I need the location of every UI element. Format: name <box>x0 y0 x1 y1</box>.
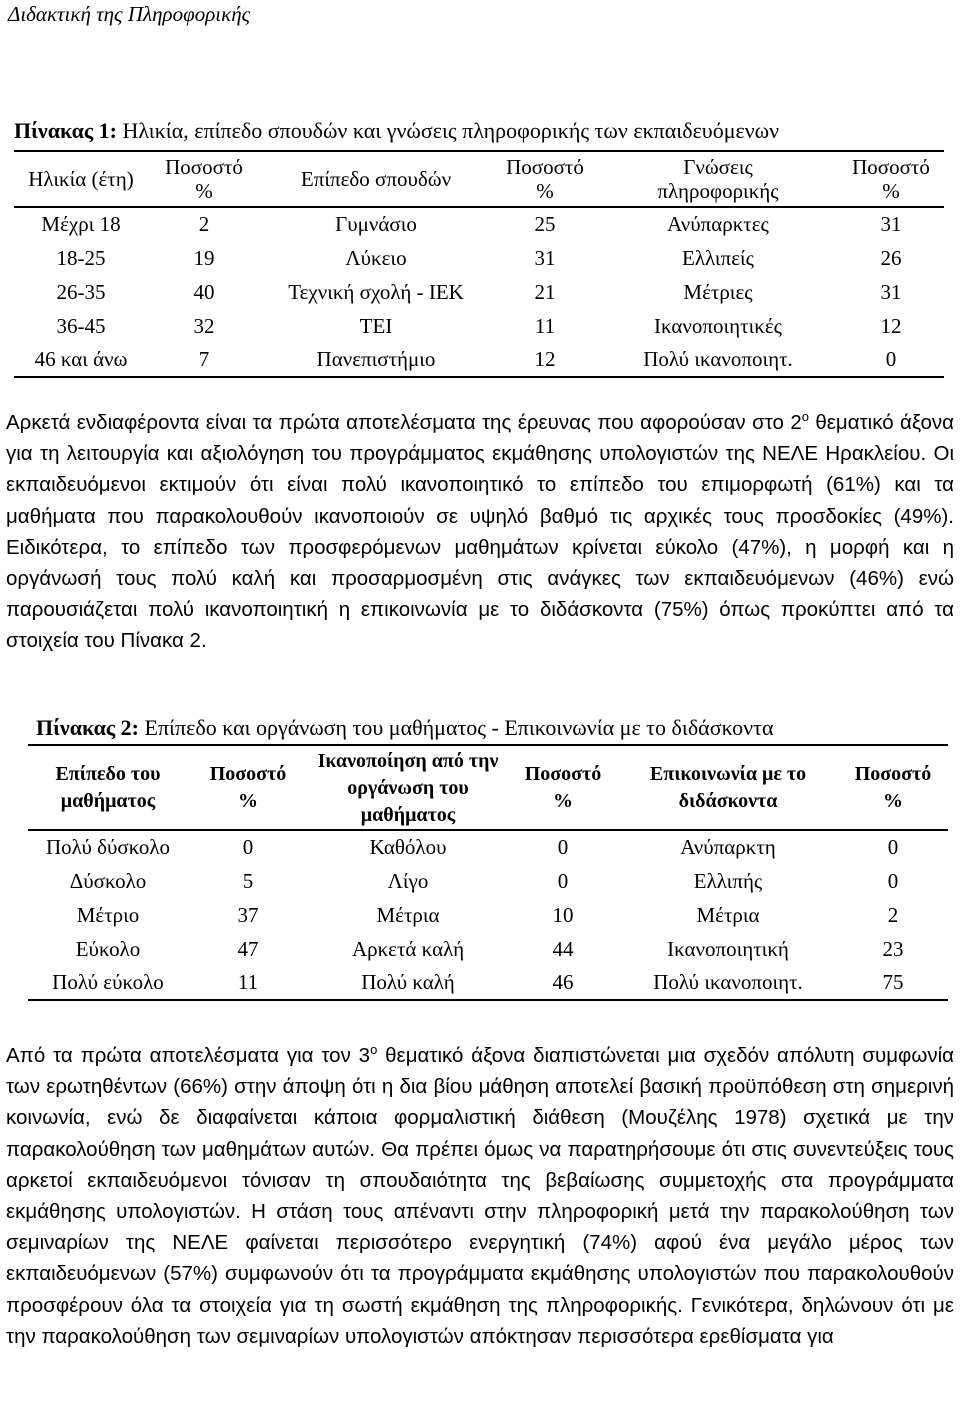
running-title: Διδακτική της Πληροφορικής <box>8 2 251 26</box>
table-cell: 0 <box>557 868 569 893</box>
table-cell: 46 και άνω <box>34 347 128 371</box>
table1-caption <box>14 118 779 144</box>
table-cell: 11 <box>534 313 556 338</box>
paragraph1-text-a: Αρκετά ενδιαφέροντα είναι τα πρώτα αποτελέσματα της έρευνας που αφορούσαν στο 2 <box>6 411 802 434</box>
table-row <box>28 864 948 898</box>
table-cell: 0 <box>242 835 254 859</box>
table-row <box>28 830 948 864</box>
paragraph2-text-b: θεματικό άξονα διαπιστώνεται μια σχεδόν απόλυτη συμφωνία των ερωτηθέντων (66%) στην άποψη ότι η δια βίου μάθηση αποτελεί βασική προϋπόθεση στη σημερινή κοινωνία, ενώ δε διαφαίνεται κάποια φορμαλιστική διάθεση (Μουζέλης 1978) σχετικά με την παρακολούθηση των μαθημάτων αυτών. Θα πρέπει όμως να παρατηρήσουμε ότι στις συνεντεύξεις τους αρκετοί εκπαιδευόμενοι τόνισαν τη σπουδαιότητα της βεβαίωσης συμμετοχής στα προγράμματα εκμάθησης υπολογιστών. Η στάση τους απέναντι στην πληροφορική μετά την παρακολούθηση των σεμιναρίων της ΝΕΛΕ φαίνεται περισσότερο ενεργητική (74%) αφού ένα μεγάλο μέρος των εκπαιδευόμενων (57%) συμφωνούν ότι τα προγράμματα εκμάθησης υπολογιστών που παρακολουθούν προσφέρουν όλα τα στοιχεία για τη σωστή εκμάθηση της πληροφορικής. Γενικότερα, δηλώνουν ότι με την παρακολούθηση των σεμιναρίων υπολογιστών απόκτησαν περισσότερα ερεθίσματα για <box>6 1044 954 1348</box>
table-row <box>14 241 944 275</box>
table2-caption-label: Πίνακας 2: <box>36 715 140 740</box>
paragraph1-text-b: θεματικό άξονα για τη λειτουργία και αξιολόγηση του προγράμματος εκμάθησης υπολογιστών της ΝΕΛΕ Ηρακλείου. Οι εκπαιδευόμενοι εκτιμούν ότι είναι πολύ ικανοποιητικό το επίπεδο του επιμορφωτή (61%) και τα μαθήματα που παρακολουθούν ικανοποιούν σε υψηλό βαθμό τις αρχικές τους προσδοκίες (49%). Ειδικότερα, το επίπεδο των προσφερόμενων μαθημάτων κρίνεται εύκολο (47%), η μορφή και η οργάνωσή τους πολύ καλή και προσαρμοσμένη στις ανάγκες των εκπαιδευόμενων (46%) ενώ παρουσιάζεται πολύ ικανοποιητική η επικοινωνία με το διδάσκοντα (75%) όπως προκύπτει από τα στοιχεία του Πίνακα 2. <box>6 411 954 653</box>
table-cell: Ελλιπής <box>693 868 763 893</box>
table-cell: Τεχνική σχολή - ΙΕΚ <box>288 279 464 304</box>
table-cell: 31 <box>880 279 902 304</box>
table-cell: 2 <box>198 212 210 236</box>
table-cell: 0 <box>557 835 569 859</box>
table1-header-percent-1: Ποσοστό % <box>165 155 243 203</box>
table-row <box>28 932 948 966</box>
table-cell: Μέτριο <box>76 902 140 927</box>
table-cell: Λίγο <box>387 868 429 893</box>
table-cell: Ανύπαρκτη <box>680 835 776 859</box>
table2-caption-text: Επίπεδο και οργάνωση του μαθήματος - Επικοινωνία με το διδάσκοντα <box>139 715 774 740</box>
table-row <box>14 343 944 377</box>
table2-header-course-level: Επίπεδο του μαθήματος <box>55 762 161 812</box>
table-row <box>14 275 944 309</box>
table-cell: 10 <box>552 902 574 927</box>
table-cell: 44 <box>552 936 574 961</box>
table-cell: 47 <box>237 936 259 961</box>
table-cell: 2 <box>887 902 899 927</box>
table1-caption-label: Πίνακας 1: <box>14 118 118 143</box>
paragraph2-text-a: Από τα πρώτα αποτελέσματα για τον 3 <box>6 1044 371 1067</box>
table-cell: Δύσκολο <box>69 868 147 893</box>
table2-header-percent-1: Ποσοστό % <box>209 762 287 812</box>
table-cell: 0 <box>887 835 899 859</box>
table-cell: 25 <box>534 212 556 236</box>
table-cell: Πολύ καλή <box>361 970 455 994</box>
table-cell: Λύκειο <box>345 245 407 270</box>
table-cell: 40 <box>193 279 215 304</box>
table-row <box>28 898 948 932</box>
table1-header-it-knowledge: Γνώσεις πληροφορικής <box>657 155 779 203</box>
table-cell: 11 <box>237 970 259 994</box>
table2-header-communication: Επικοινωνία με το διδάσκοντα <box>649 762 807 812</box>
table-cell: Καθόλου <box>369 835 447 859</box>
table-cell: 32 <box>193 313 215 338</box>
table2-header-percent-3: Ποσοστό % <box>854 762 932 812</box>
table-row <box>28 966 948 1000</box>
table-cell: 75 <box>882 970 904 994</box>
table-cell: 5 <box>242 868 254 893</box>
table1-header-age: Ηλικία (έτη) <box>28 167 134 191</box>
table-cell: Μέτρια <box>696 902 760 927</box>
paragraph-1 <box>6 407 954 657</box>
table-cell: Αρκετά καλή <box>351 936 465 961</box>
table-cell: Ικανοποιητική <box>667 936 789 961</box>
table-cell: 37 <box>237 902 259 927</box>
table-cell: Πολύ δύσκολο <box>45 835 171 859</box>
table2-caption <box>36 715 773 741</box>
paragraph-2 <box>6 1040 954 1352</box>
table-cell: Ανύπαρκτες <box>667 212 769 236</box>
table-cell: 7 <box>198 347 210 371</box>
table-1 <box>14 150 944 378</box>
table-cell: 12 <box>534 347 556 371</box>
table-2 <box>28 744 948 1001</box>
table-row <box>14 309 944 343</box>
table-cell: Μέχρι 18 <box>41 212 121 236</box>
table-cell: 26-35 <box>56 279 106 304</box>
table-cell: Γυμνάσιο <box>335 212 417 236</box>
table-row <box>14 207 944 241</box>
table-cell: Πολύ εύκολο <box>52 970 164 994</box>
table1-header-education: Επίπεδο σπουδών <box>300 167 452 191</box>
table-cell: Ικανοποιητικές <box>654 313 782 338</box>
table-cell: 0 <box>885 347 897 371</box>
table1-header-row <box>14 151 944 207</box>
table-cell: 0 <box>887 868 899 893</box>
table-cell: 19 <box>193 245 215 270</box>
table2-header-row <box>28 745 948 830</box>
table-cell: Πολύ ικανοποιητ. <box>653 970 803 994</box>
table-cell: Ελλιπείς <box>682 245 754 270</box>
table-cell: 26 <box>880 245 902 270</box>
table-cell: Μέτριες <box>683 279 753 304</box>
paragraph2-superscript: ο <box>370 1042 378 1058</box>
table-cell: Μέτρια <box>376 902 440 927</box>
paragraph1-superscript: ο <box>801 409 809 425</box>
table-cell: 46 <box>552 970 574 994</box>
table2-header-percent-2: Ποσοστό % <box>524 762 602 812</box>
table-cell: 31 <box>880 212 902 236</box>
table1-header-percent-2: Ποσοστό % <box>506 155 584 203</box>
table-cell: 21 <box>534 279 556 304</box>
table2-header-organization: Ικανοποίηση από την οργάνωση του μαθήματος <box>317 750 499 826</box>
table-cell: 23 <box>882 936 904 961</box>
table-cell: Πολύ ικανοποιητ. <box>643 347 793 371</box>
table1-header-percent-3: Ποσοστό % <box>852 155 930 203</box>
table-cell: 31 <box>534 245 556 270</box>
table-cell: 18-25 <box>56 245 106 270</box>
table-cell: 12 <box>880 313 902 338</box>
table-cell: ΤΕΙ <box>359 313 393 338</box>
table1-caption-text: Ηλικία, επίπεδο σπουδών και γνώσεις πληροφορικής των εκπαιδευόμενων <box>117 118 780 143</box>
table-cell: Εύκολο <box>75 936 141 961</box>
table-cell: 36-45 <box>56 313 106 338</box>
table-cell: Πανεπιστήμιο <box>316 347 436 371</box>
